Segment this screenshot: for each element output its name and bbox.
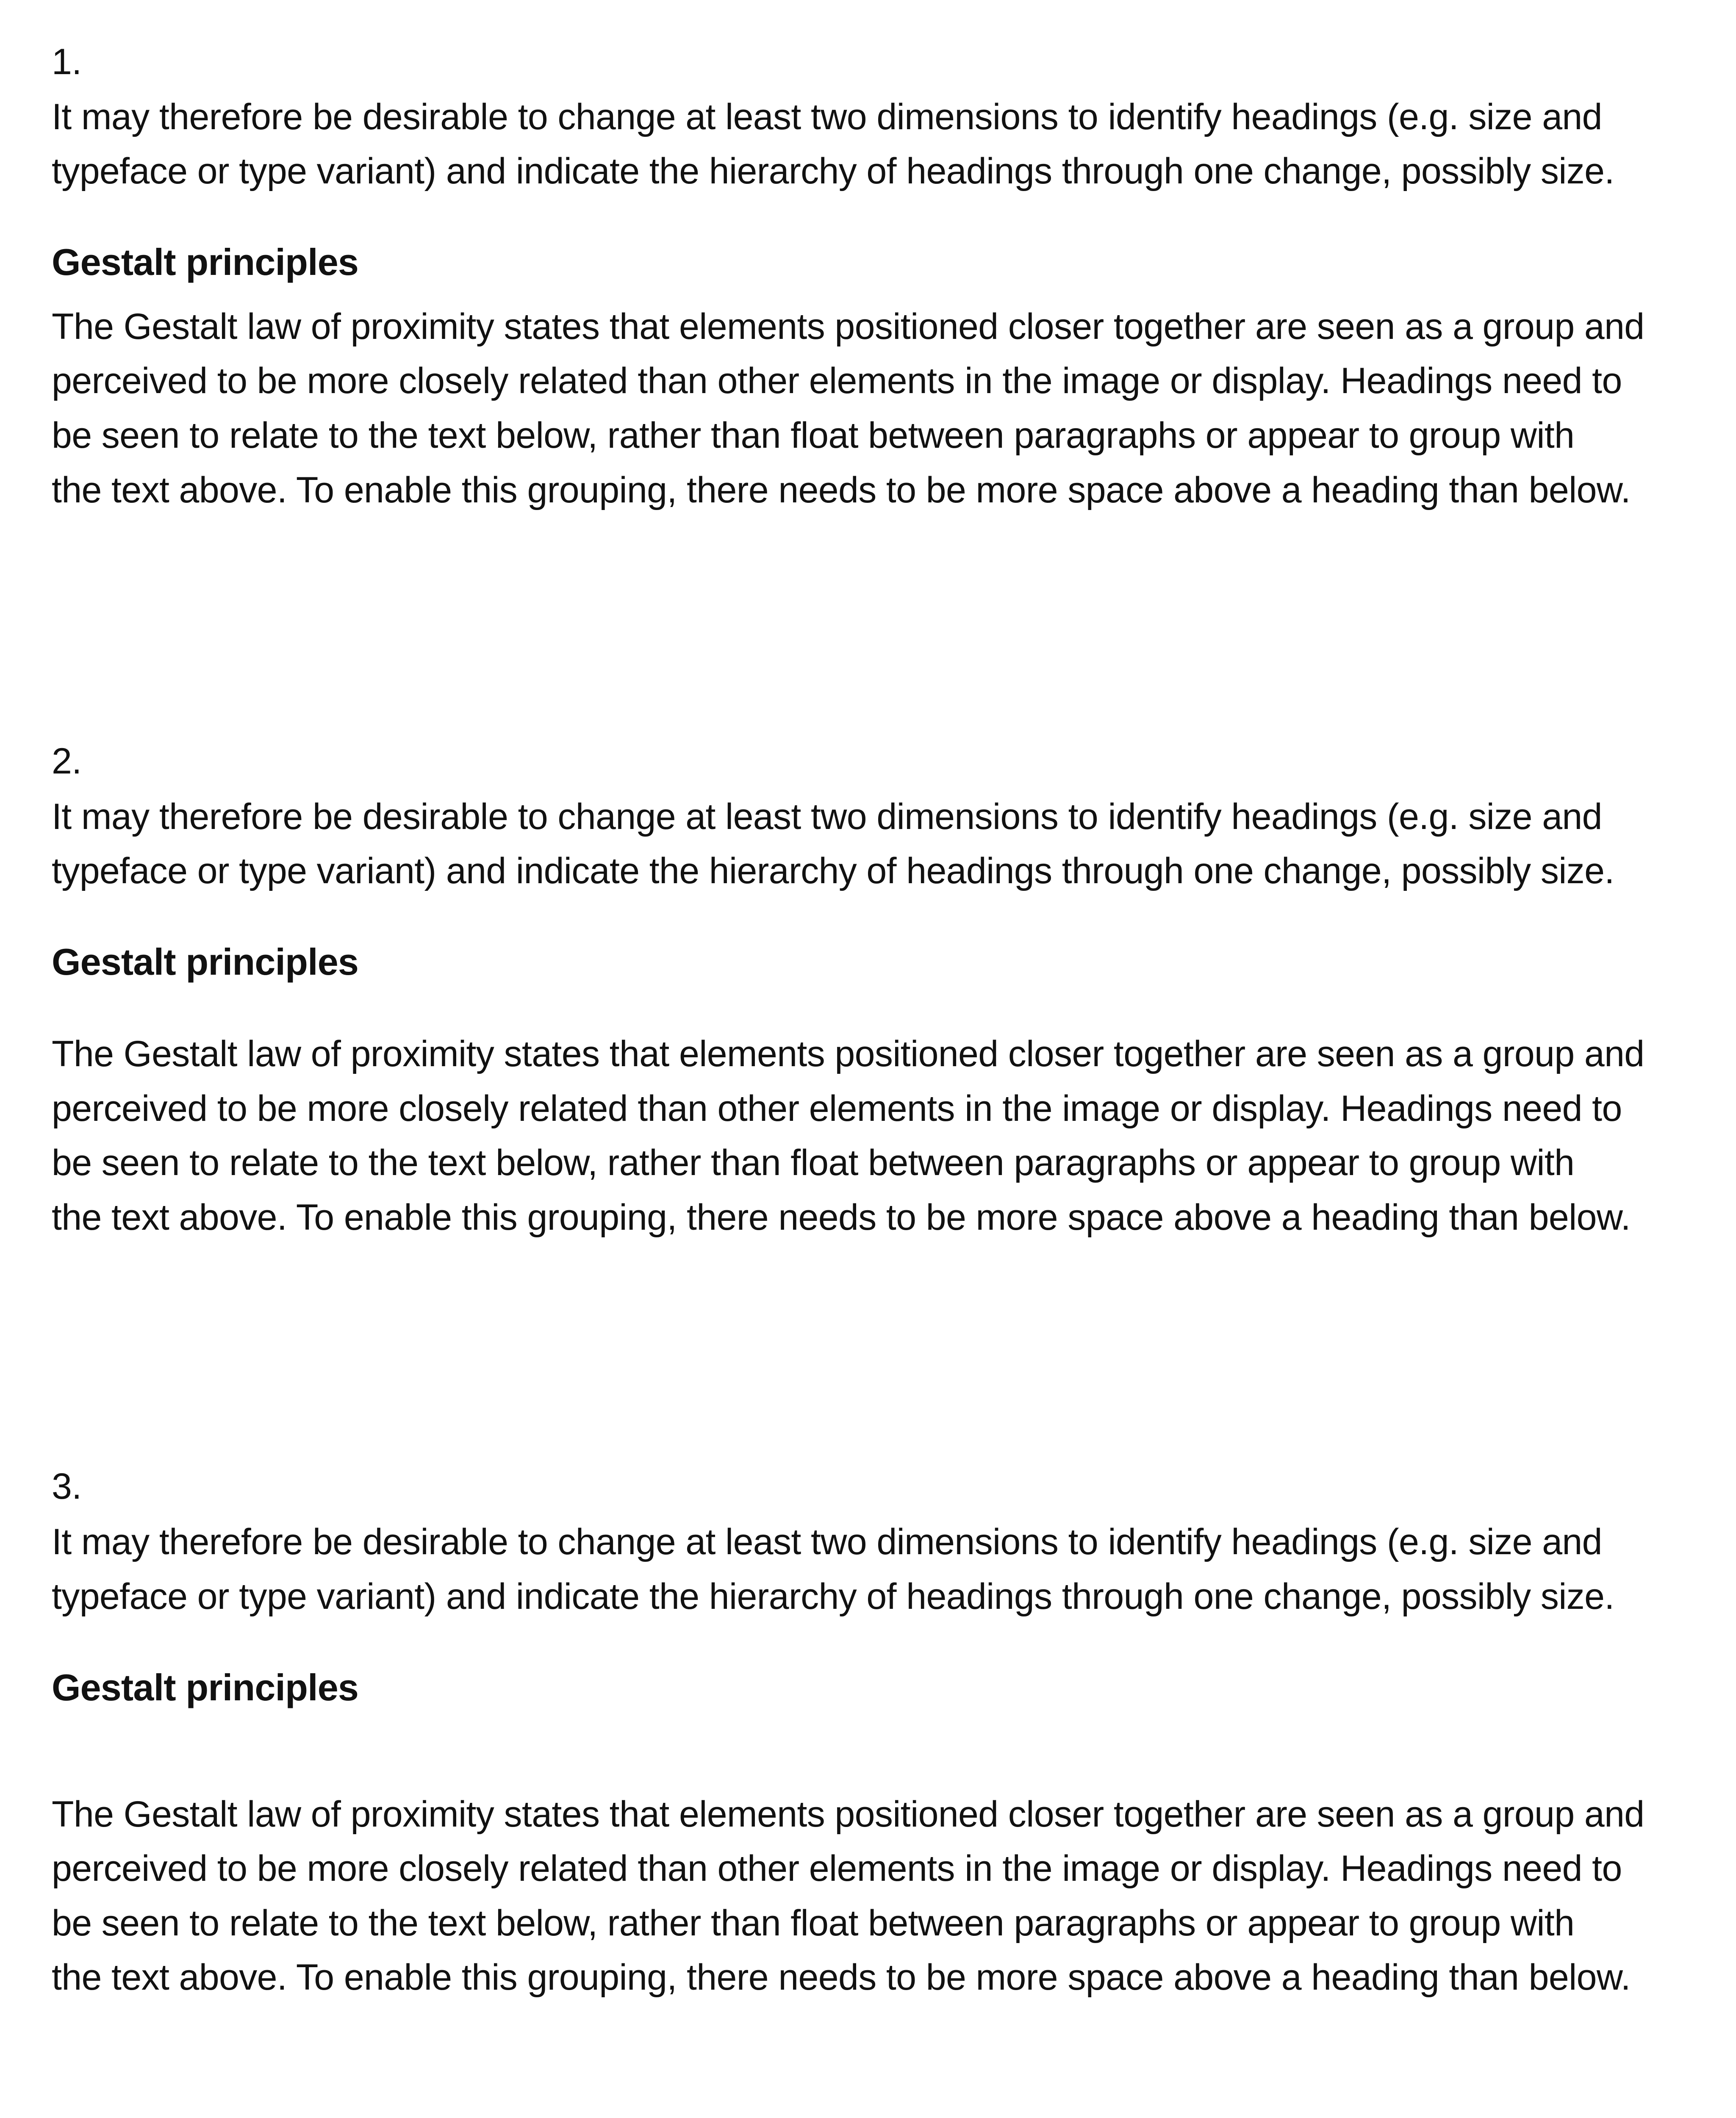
body-line: the text above. To enable this grouping, there needs to be more space above a heading than below. [52, 1197, 1631, 1238]
body-line: The Gestalt law of proximity states that elements positioned closer together are seen as a group and [52, 1034, 1644, 1074]
example-number: 2. [52, 741, 82, 782]
intro-line: It may therefore be desirable to change at least two dimensions to identify headings (e.g. size and [52, 1522, 1602, 1562]
body-line: the text above. To enable this grouping, there needs to be more space above a heading than below. [52, 470, 1631, 510]
body-line: the text above. To enable this grouping, there needs to be more space above a heading than below. [52, 1957, 1631, 1998]
intro-line: typeface or type variant) and indicate the hierarchy of headings through one change, possibly size. [52, 151, 1614, 191]
body-line: be seen to relate to the text below, rather than float between paragraphs or appear to group with [52, 1142, 1575, 1183]
body-line: The Gestalt law of proximity states that elements positioned closer together are seen as a group and [52, 306, 1644, 347]
body-line: perceived to be more closely related than other elements in the image or display. Headings need to [52, 1848, 1622, 1889]
intro-line: typeface or type variant) and indicate the hierarchy of headings through one change, possibly size. [52, 1576, 1614, 1617]
body-line: be seen to relate to the text below, rather than float between paragraphs or appear to group with [52, 1903, 1575, 1943]
body-line: perceived to be more closely related than other elements in the image or display. Headings need to [52, 360, 1622, 401]
intro-line: It may therefore be desirable to change at least two dimensions to identify headings (e.g. size and [52, 97, 1602, 137]
section-heading: Gestalt principles [52, 941, 359, 983]
body-line: be seen to relate to the text below, rather than float between paragraphs or appear to group with [52, 415, 1575, 456]
section-heading: Gestalt principles [52, 241, 359, 283]
example-number: 3. [52, 1466, 82, 1507]
intro-line: It may therefore be desirable to change at least two dimensions to identify headings (e.g. size and [52, 796, 1602, 837]
body-line: The Gestalt law of proximity states that elements positioned closer together are seen as a group and [52, 1794, 1644, 1835]
example-number: 1. [52, 42, 82, 82]
body-line: perceived to be more closely related than other elements in the image or display. Headings need to [52, 1088, 1622, 1129]
section-heading: Gestalt principles [52, 1666, 359, 1708]
intro-line: typeface or type variant) and indicate the hierarchy of headings through one change, possibly size. [52, 851, 1614, 891]
